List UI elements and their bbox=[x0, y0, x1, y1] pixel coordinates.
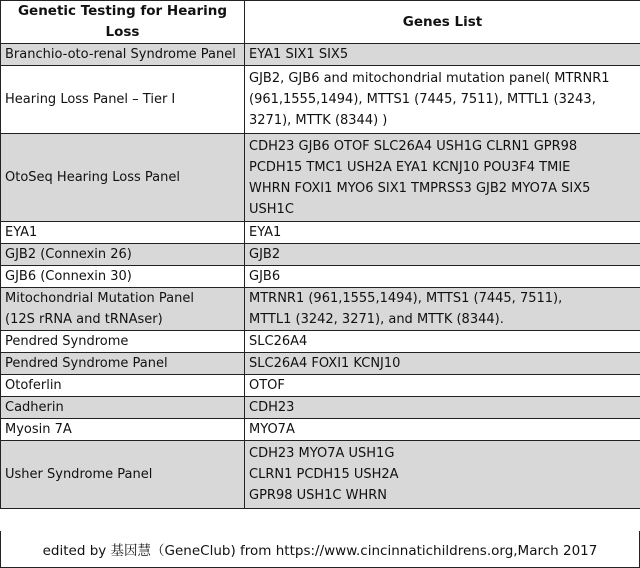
table-row bbox=[1, 244, 640, 266]
test-name-line: Usher Syndrome Panel bbox=[5, 467, 153, 482]
test-name-line: Mitochondrial Mutation Panel bbox=[5, 291, 195, 306]
test-name-cell bbox=[1, 266, 245, 288]
genes-line: MTRNR1 (961,1555,1494), MTTS1 (7445, 7511), bbox=[249, 291, 563, 306]
genes-line: CDH23 bbox=[249, 400, 295, 415]
test-name-cell bbox=[1, 66, 245, 134]
test-name-line: Otoferlin bbox=[5, 378, 62, 393]
header-row bbox=[1, 1, 640, 44]
genes-list-cell bbox=[245, 441, 640, 509]
table-row bbox=[1, 134, 640, 222]
genes-line: MTTL1 (3242, 3271), and MTTK (8344). bbox=[249, 312, 504, 327]
test-name-cell bbox=[1, 134, 245, 222]
header-genes-list: Genes List bbox=[245, 1, 640, 44]
test-name-cell bbox=[1, 441, 245, 509]
test-name-line: Branchio-oto-renal Syndrome Panel bbox=[5, 47, 236, 62]
table-row bbox=[1, 397, 640, 419]
table-row bbox=[1, 222, 640, 244]
genes-line: MYO7A bbox=[249, 422, 295, 437]
genes-list-cell bbox=[245, 331, 640, 353]
test-name-cell bbox=[1, 288, 245, 331]
genes-list-cell bbox=[245, 397, 640, 419]
table-row bbox=[1, 44, 640, 66]
genes-line: WHRN FOXI1 MYO6 SIX1 TMPRSS3 GJB2 MYO7A SIX5 bbox=[249, 180, 591, 196]
header-test-name: Genetic Testing for Hearing Loss bbox=[1, 1, 245, 44]
genes-list-cell bbox=[245, 222, 640, 244]
table-row bbox=[1, 288, 640, 331]
genes-line: EYA1 bbox=[249, 225, 282, 240]
table-row bbox=[1, 375, 640, 397]
genes-line: GPR98 USH1C WHRN bbox=[249, 488, 388, 503]
genes-line: (961,1555,1494), MTTS1 (7445, 7511), MTTL1 (3243, bbox=[249, 92, 596, 107]
genes-line: OTOF bbox=[249, 378, 285, 393]
test-name-cell bbox=[1, 397, 245, 419]
table-row bbox=[1, 353, 640, 375]
genes-list-cell bbox=[245, 419, 640, 441]
genes-line: CLRN1 PCDH15 USH2A bbox=[249, 467, 399, 482]
test-name-cell bbox=[1, 331, 245, 353]
genes-line: PCDH15 TMC1 USH2A EYA1 KCNJ10 POU3F4 TMIE bbox=[249, 159, 571, 175]
genes-list-cell bbox=[245, 244, 640, 266]
genes-list-cell bbox=[245, 353, 640, 375]
genes-line: SLC26A4 FOXI1 KCNJ10 bbox=[249, 356, 401, 371]
test-name-cell bbox=[1, 222, 245, 244]
genes-list-cell bbox=[245, 66, 640, 134]
genes-list-cell bbox=[245, 134, 640, 222]
genes-list-cell bbox=[245, 266, 640, 288]
test-name-cell bbox=[1, 353, 245, 375]
genes-line: EYA1 SIX1 SIX5 bbox=[249, 47, 349, 62]
test-name-line: GJB6 (Connexin 30) bbox=[5, 269, 132, 284]
test-name-cell bbox=[1, 244, 245, 266]
genes-line: CDH23 MYO7A USH1G bbox=[249, 446, 395, 461]
table-body bbox=[1, 44, 640, 509]
genes-line: GJB2 bbox=[249, 247, 281, 262]
test-name-cell bbox=[1, 375, 245, 397]
test-name-line: GJB2 (Connexin 26) bbox=[5, 247, 132, 262]
table-row bbox=[1, 331, 640, 353]
table-row bbox=[1, 66, 640, 134]
genes-line: GJB6 bbox=[249, 269, 281, 284]
genes-line: GJB2, GJB6 and mitochondrial mutation panel( MTRNR1 bbox=[249, 71, 610, 86]
test-name-cell bbox=[1, 419, 245, 441]
genes-list-cell bbox=[245, 375, 640, 397]
test-name-line: OtoSeq Hearing Loss Panel bbox=[5, 170, 180, 185]
genes-line: CDH23 GJB6 OTOF SLC26A4 USH1G CLRN1 GPR98 bbox=[249, 138, 578, 154]
test-name-line: Myosin 7A bbox=[5, 422, 72, 437]
table-row bbox=[1, 441, 640, 509]
genes-line: USH1C bbox=[249, 201, 294, 217]
footer-credit: edited by 基因慧（GeneClub) from https://www.cincinnatichildrens.org,March 2017 bbox=[0, 531, 640, 568]
test-name-line: (12S rRNA and tRNAser) bbox=[5, 312, 163, 327]
test-name-line: Cadherin bbox=[5, 400, 64, 415]
genes-line: SLC26A4 bbox=[249, 334, 308, 349]
table-row bbox=[1, 266, 640, 288]
test-name-line: Pendred Syndrome Panel bbox=[5, 356, 168, 371]
table-row bbox=[1, 419, 640, 441]
test-name-cell bbox=[1, 44, 245, 66]
genes-line: 3271), MTTK (8344) ) bbox=[249, 113, 388, 128]
genes-list-cell bbox=[245, 44, 640, 66]
genes-list-cell bbox=[245, 288, 640, 331]
test-name-line: Hearing Loss Panel – Tier I bbox=[5, 92, 176, 107]
test-name-line: EYA1 bbox=[5, 225, 38, 240]
test-name-line: Pendred Syndrome bbox=[5, 334, 129, 349]
